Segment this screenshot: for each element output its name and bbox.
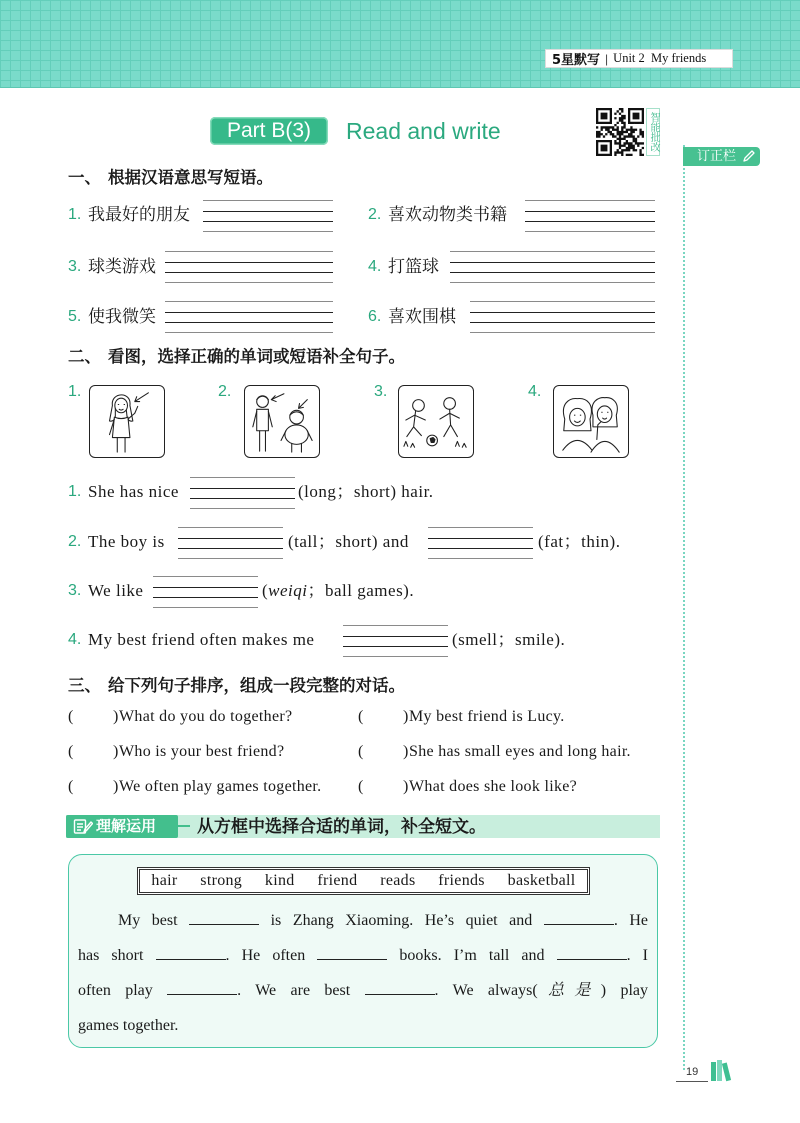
answer-blank [153, 576, 258, 608]
passage-line [78, 945, 648, 967]
passage-blank [557, 946, 627, 960]
order-bracket-open: ( [358, 778, 364, 795]
page-number-rule [676, 1081, 708, 1082]
dialogue-line: What does she look like? [409, 778, 578, 795]
section-4-instruction: 从方框中选择合适的单词，补全短文。 [197, 817, 486, 837]
item-number: 6. [368, 308, 382, 325]
section-1-heading: 根据汉语意思写短语。 [108, 168, 273, 187]
writing-lines [165, 251, 333, 283]
phrase-prompt: 喜欢动物类书籍 [388, 205, 507, 225]
passage-blank [189, 911, 259, 925]
item-number: 2. [368, 206, 382, 223]
item-number: 1. [68, 206, 82, 223]
book-spine [717, 1060, 722, 1081]
item-number: 3. [68, 258, 82, 275]
section-2-number: 二、 [68, 347, 101, 366]
section-1-number: 一、 [68, 168, 101, 187]
phrase-prompt: 喜欢围棋 [388, 307, 456, 327]
passage-line [78, 910, 648, 932]
writing-lines [450, 251, 655, 283]
word-bank-item: strong [200, 872, 243, 889]
picture-1 [89, 385, 165, 458]
order-bracket-open: ( [68, 778, 74, 795]
arrow-icon [271, 394, 284, 402]
phrase-prompt: 我最好的朋友 [88, 205, 190, 225]
order-bracket-close: ) [403, 708, 409, 725]
sentence-options: (long；short) hair. [298, 482, 434, 501]
series-brand: 5星默写 [552, 53, 601, 68]
passage-text: My best [118, 912, 190, 929]
left-girl-shoulders [563, 440, 592, 450]
passage-text: has short [78, 947, 156, 964]
order-bracket-open: ( [68, 743, 74, 760]
arrow-icon [299, 400, 308, 409]
ball-patch [430, 438, 435, 443]
passage-text: . He [613, 912, 648, 929]
paren-open: ( [262, 581, 269, 600]
tall-and-short-boys-icon [245, 386, 319, 457]
answer-blank [343, 625, 448, 657]
left-girl-face [570, 408, 586, 426]
section-3-heading: 给下列句子排序，组成一段完整的对话。 [108, 676, 405, 695]
sentence-text: My best friend often makes me [88, 630, 315, 649]
writing-lines [525, 200, 655, 232]
picture-number: 4. [528, 383, 542, 400]
dress [112, 417, 130, 437]
passage-gloss: 总是 [537, 982, 601, 999]
right-kid-body [440, 409, 459, 436]
sentence-number: 4. [68, 631, 82, 648]
section-3-number: 三、 [68, 676, 101, 695]
passage-blank [365, 981, 435, 995]
passage-text: ) play [600, 982, 648, 999]
word-bank [137, 867, 590, 895]
header-label [545, 49, 733, 68]
left-kid-body [406, 411, 425, 436]
writing-lines [203, 200, 333, 232]
order-bracket-close: ) [113, 778, 119, 795]
fat-boy-body [285, 425, 308, 444]
header-grid-band [0, 0, 800, 88]
tall-boy-body [257, 409, 269, 430]
section-2-heading: 看图，选择正确的单词或短语补全句子。 [108, 347, 405, 366]
word-bank-item: reads [380, 872, 416, 889]
sentence-text: The boy is [88, 532, 165, 551]
right-girl-shoulders [591, 441, 619, 452]
order-bracket-close: ) [403, 778, 409, 795]
phrase-prompt: 打篮球 [388, 257, 439, 277]
passage-line [78, 1015, 648, 1037]
order-bracket-open: ( [358, 743, 364, 760]
raised-arm [128, 406, 138, 419]
sentence-options [262, 580, 414, 602]
passage-text: books. I’m tall and [387, 947, 557, 964]
order-bracket-close: ) [113, 743, 119, 760]
passage-text: often play [78, 982, 168, 999]
passage-blank [156, 946, 226, 960]
writing-lines [470, 301, 655, 333]
sentence-number: 2. [68, 533, 82, 550]
passage-blank [167, 981, 237, 995]
dialogue-line: What do you do together? [119, 708, 293, 725]
answer-blank [190, 477, 295, 509]
pencil-icon [742, 150, 756, 163]
arrow-icon [135, 393, 149, 402]
right-girl-face [597, 406, 612, 423]
passage-text: games together. [78, 1017, 179, 1034]
tall-boy-legs [260, 431, 266, 451]
dialogue-line: My best friend is Lucy. [409, 708, 565, 725]
order-bracket-close: ) [403, 743, 409, 760]
page-title: Read and write [346, 118, 501, 144]
sentence-options: (smell；smile). [452, 630, 566, 649]
sentence-number: 1. [68, 483, 82, 500]
picture-3 [398, 385, 474, 458]
option-weiqi: weiqi [268, 581, 308, 600]
picture-number: 1. [68, 383, 82, 400]
picture-2 [244, 385, 320, 458]
passage-blank [317, 946, 387, 960]
passage-text: . I [626, 947, 648, 964]
correction-margin-line [683, 145, 685, 1070]
picture-number: 3. [374, 383, 388, 400]
passage-text: . We always( [434, 982, 538, 999]
dialogue-line: Who is your best friend? [119, 743, 285, 760]
passage-text: . He often [225, 947, 318, 964]
correction-column-label: 订正栏 [697, 149, 737, 164]
unit-title: Unit 2 My friends [613, 51, 707, 65]
word-bank-item: kind [264, 872, 295, 889]
phrase-prompt: 使我微笑 [88, 307, 156, 327]
item-number: 5. [68, 308, 82, 325]
notebook-pencil-icon [73, 818, 93, 835]
passage-blank [544, 911, 614, 925]
word-bank-item: basketball [507, 872, 576, 889]
banner-connector [178, 825, 190, 827]
order-bracket-close: ) [113, 708, 119, 725]
order-bracket-open: ( [68, 708, 74, 725]
picture-4 [553, 385, 629, 458]
phrase-prompt: 球类游戏 [88, 257, 156, 277]
section-tag [66, 815, 178, 838]
sentence-number: 3. [68, 582, 82, 599]
smiling-girls-icon [554, 386, 628, 457]
option-rest: ；ball games). [307, 581, 415, 600]
girl-long-hair-icon [90, 386, 164, 457]
passage-text: . We are best [237, 982, 365, 999]
answer-blank [178, 527, 283, 559]
word-bank-item: friends [438, 872, 485, 889]
fat-boy-head [290, 410, 304, 424]
dialogue-line: She has small eyes and long hair. [409, 743, 631, 760]
order-bracket-open: ( [358, 708, 364, 725]
right-kid-head [444, 398, 456, 410]
qr-code [596, 108, 644, 156]
dialogue-line: We often play games together. [119, 778, 322, 795]
legs [117, 438, 125, 453]
page-number: 19 [686, 1066, 699, 1078]
sentence-options: (tall；short) and [288, 532, 409, 551]
left-kid-head [413, 400, 425, 412]
kids-playing-ball-icon [399, 386, 473, 457]
sentence-text: She has nice [88, 482, 179, 501]
passage-line [78, 980, 648, 1002]
part-label: Part B(3) [210, 117, 328, 145]
books-icon [710, 1058, 736, 1082]
word-bank-item: hair [151, 872, 178, 889]
item-number: 4. [368, 258, 382, 275]
book-spine [711, 1062, 716, 1081]
writing-lines [165, 301, 333, 333]
qr-caption: 智能批改 [646, 108, 660, 156]
book-spine [722, 1063, 731, 1082]
sentence-text: We like [88, 581, 144, 600]
section-tag-label: 理解运用 [96, 817, 157, 835]
correction-column-tab [683, 147, 760, 166]
sentence-options: (fat；thin). [538, 532, 621, 551]
picture-number: 2. [218, 383, 232, 400]
answer-blank [428, 527, 533, 559]
word-bank-item: friend [317, 872, 358, 889]
passage-text: is Zhang Xiaoming. He’s quiet and [259, 912, 544, 929]
header-separator: | [605, 51, 609, 66]
